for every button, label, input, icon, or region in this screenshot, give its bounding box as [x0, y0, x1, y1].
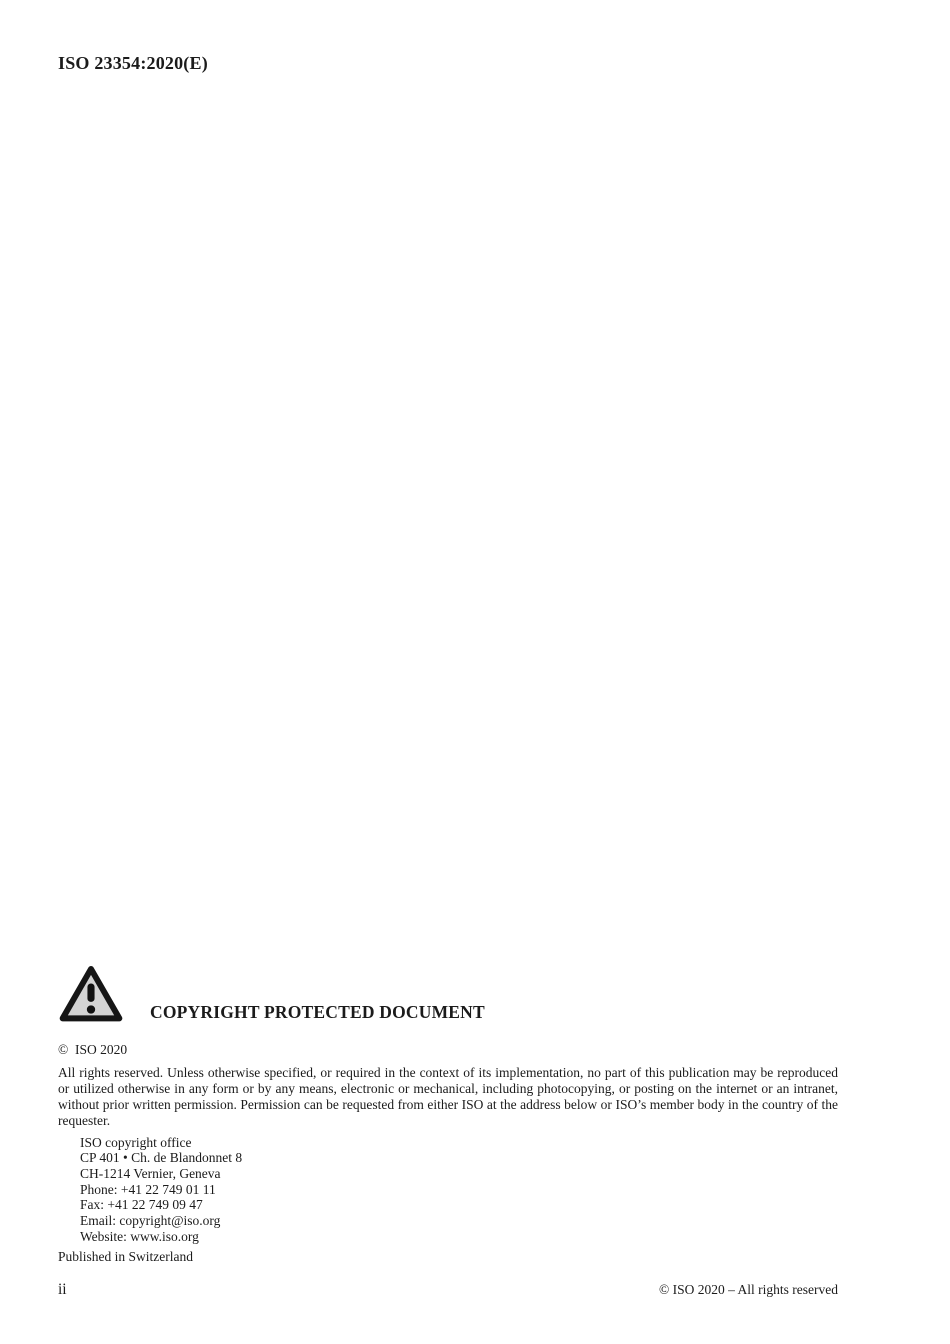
copyright-banner — [58, 963, 838, 1025]
copyright-section — [58, 963, 838, 1265]
footer-copyright-text: © ISO 2020 – All rights reserved — [659, 1282, 838, 1297]
page-footer — [58, 1281, 838, 1299]
warning-triangle-icon — [58, 963, 124, 1025]
document-id-header: ISO 23354:2020(E) — [58, 53, 208, 73]
address-line-fax: Fax: +41 22 749 09 47 — [80, 1197, 203, 1213]
copyright-banner-title: COPYRIGHT PROTECTED DOCUMENT — [150, 1002, 485, 1022]
copyright-legal-paragraph: All rights reserved. Unless otherwise specified, or required in the context of its implementation, no part of this publication may be reproduced or utilized otherwise in any form or by any means, electronic or mechanical, including photocopying, or posting on the internet or an intranet, without prior written permission. Permission can be requested from either ISO at the address below or ISO’s member body in the country of the requester. — [58, 1065, 838, 1128]
address-line-city: CH-1214 Vernier, Geneva — [80, 1166, 221, 1182]
address-line-email: Email: copyright@iso.org — [80, 1213, 221, 1229]
address-line-phone: Phone: +41 22 749 01 11 — [80, 1181, 216, 1197]
address-line-website: Website: www.iso.org — [80, 1228, 199, 1244]
iso-address-block — [80, 1135, 838, 1245]
copyright-notice: © ISO 2020 — [58, 1042, 128, 1057]
page-number: ii — [58, 1281, 67, 1298]
address-line-street: CP 401 • Ch. de Blandonnet 8 — [80, 1150, 243, 1166]
address-line-office: ISO copyright office — [80, 1134, 192, 1150]
published-in-line: Published in Switzerland — [58, 1248, 193, 1264]
